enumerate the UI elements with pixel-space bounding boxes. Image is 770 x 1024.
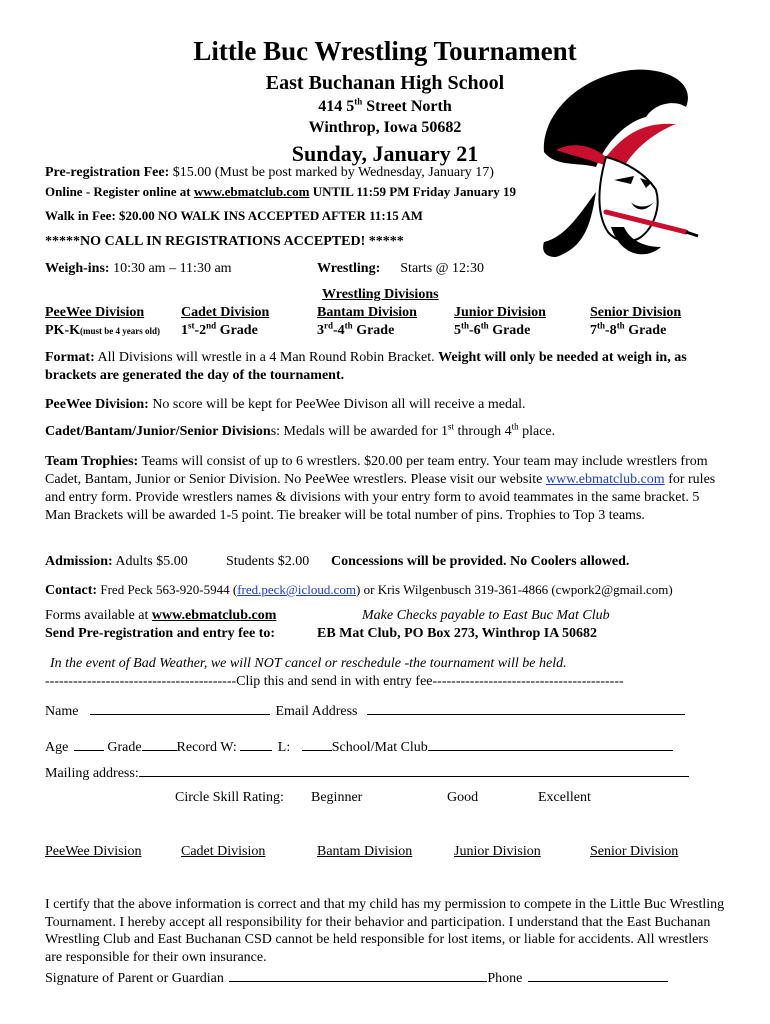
forms-line: Forms available at www.ebmatclub.com [45, 608, 277, 623]
division-cadet-grade: 1st-2nd Grade [181, 320, 258, 338]
school-name: East Buchanan High School [265, 72, 505, 94]
clip-line: -----------------------------------------Clip this and send in with entry fee----------------------------------------- [45, 674, 624, 689]
division-bantam-name: Bantam Division [317, 305, 417, 320]
division-bantam-grade: 3rd-4th Grade [317, 320, 395, 338]
select-division-bantam[interactable]: Bantam Division [317, 844, 413, 859]
grade-field[interactable] [142, 737, 177, 751]
division-junior-name: Junior Division [454, 305, 546, 320]
city: Winthrop, Iowa 50682 [308, 119, 462, 136]
skill-beginner[interactable]: Beginner [311, 790, 363, 805]
division-junior-grade: 5th-6th Grade [454, 320, 531, 338]
admission-line: Admission: Adults $5.00 [45, 554, 188, 569]
buccaneer-mascot-icon [536, 62, 701, 262]
name-field[interactable] [90, 701, 270, 715]
forms-website-link[interactable]: www.ebmatclub.com [151, 608, 277, 623]
page-title: Little Buc Wrestling Tournament [193, 36, 577, 66]
trophies-website-link[interactable]: www.ebmatclub.com [545, 472, 665, 487]
weighins-line: Weigh-ins: 10:30 am – 11:30 am [45, 261, 232, 276]
concessions-note: Concessions will be provided. No Coolers allowed. [331, 554, 630, 569]
name-row: Name Email Address [45, 701, 685, 720]
send-address: EB Mat Club, PO Box 273, Winthrop IA 50682 [317, 626, 598, 641]
select-division-junior[interactable]: Junior Division [454, 844, 541, 859]
street-address: 414 5th Street North [318, 96, 452, 115]
age-row: Age Grade Record W: L: School/Mat Club [45, 737, 673, 756]
mailing-row: Mailing address: [45, 763, 689, 782]
send-label: Send Pre-registration and entry fee to: [45, 626, 276, 641]
weather-note: In the event of Bad Weather, we will NOT cancel or reschedule -the tournament will be held. [50, 656, 567, 671]
certify-paragraph: I certify that the above information is correct and that my child has my permission to compete in the Little Buc Wrestling Tournament. I hereby accept all responsibility for their behavior and participation. I understand that the East Buchanan Wrestling Club and East Buchanan CSD cannot be held responsible for lost items, or liable for accidents. All wrestlers are responsible for their own insurance. [45, 897, 725, 965]
prereg-line: Pre-registration Fee: $15.00 (Must be post marked by Wednesday, January 17) [45, 165, 494, 180]
mailing-address-field[interactable] [139, 763, 689, 777]
online-link[interactable]: www.ebmatclub.com [193, 184, 310, 199]
email-field[interactable] [367, 701, 685, 715]
record-w-field[interactable] [240, 737, 272, 751]
format-paragraph: Format: All Divisions will wrestle in a 4 Man Round Robin Bracket. Weight will only be needed at weigh in, as brackets are generated the day of the tournament. [45, 350, 687, 383]
select-division-cadet[interactable]: Cadet Division [181, 844, 266, 859]
age-field[interactable] [74, 737, 104, 751]
divisions-header: Wrestling Divisions [322, 287, 439, 302]
record-l-field[interactable] [302, 737, 332, 751]
skill-label: Circle Skill Rating: [175, 790, 284, 805]
peewee-line: PeeWee Division: No score will be kept for PeeWee Divison all will receive a medal. [45, 397, 526, 412]
medals-line: Cadet/Bantam/Junior/Senior Divisions: Medals will be awarded for 1st through 4th place. [45, 421, 556, 439]
division-senior-name: Senior Division [590, 305, 682, 320]
signature-row: Signature of Parent or Guardian Phone [45, 968, 668, 987]
no-call-line: *****NO CALL IN REGISTRATIONS ACCEPTED! ***** [45, 234, 404, 249]
walkin-line: Walk in Fee: $20.00 NO WALK INS ACCEPTED AFTER 11:15 AM [45, 208, 423, 223]
skill-good[interactable]: Good [447, 790, 479, 805]
select-division-peewee[interactable]: PeeWee Division [45, 844, 142, 859]
division-senior-grade: 7th-8th Grade [590, 320, 667, 338]
skill-excellent[interactable]: Excellent [538, 790, 591, 805]
division-peewee-grade: PK-K(must be 4 years old) [45, 323, 160, 338]
checks-payable: Make Checks payable to East Buc Mat Club [362, 608, 610, 623]
select-division-senior[interactable]: Senior Division [590, 844, 679, 859]
online-line: Online - Register online at www.ebmatclub.com UNTIL 11:59 PM Friday January 19 [45, 184, 517, 199]
contact-email-link[interactable]: fred.peck@icloud.com [237, 582, 357, 597]
wrestling-line: Wrestling: Starts @ 12:30 [317, 261, 484, 276]
admission-students: Students $2.00 [226, 554, 310, 569]
team-trophies-paragraph: Team Trophies: Teams will consist of up to 6 wrestlers. $20.00 per team entry. Your team may include wrestlers from Cadet, Bantam, Junior or Senior Division. No PeeWee wrestlers. Please visit our website www.ebmatclub.com for rules and entry form. Provide wrestlers names & divisions with your entry form to avoid teammates in the same bracket. 5 Man Brackets will be awarded 1-5 point. Tie breaker will be total number of pins. Trophies to Top 3 teams. [45, 454, 716, 523]
division-peewee-name: PeeWee Division [45, 305, 145, 320]
phone-field[interactable] [528, 968, 668, 982]
signature-field[interactable] [229, 968, 487, 982]
event-date: Sunday, January 21 [291, 141, 479, 166]
division-cadet-name: Cadet Division [181, 305, 270, 320]
contact-line: Contact: Fred Peck 563-920-5944 (fred.peck@icloud.com) or Kris Wilgenbusch 319-361-4866 (cwpork2@gmail.com) [45, 582, 673, 598]
school-field[interactable] [428, 737, 673, 751]
